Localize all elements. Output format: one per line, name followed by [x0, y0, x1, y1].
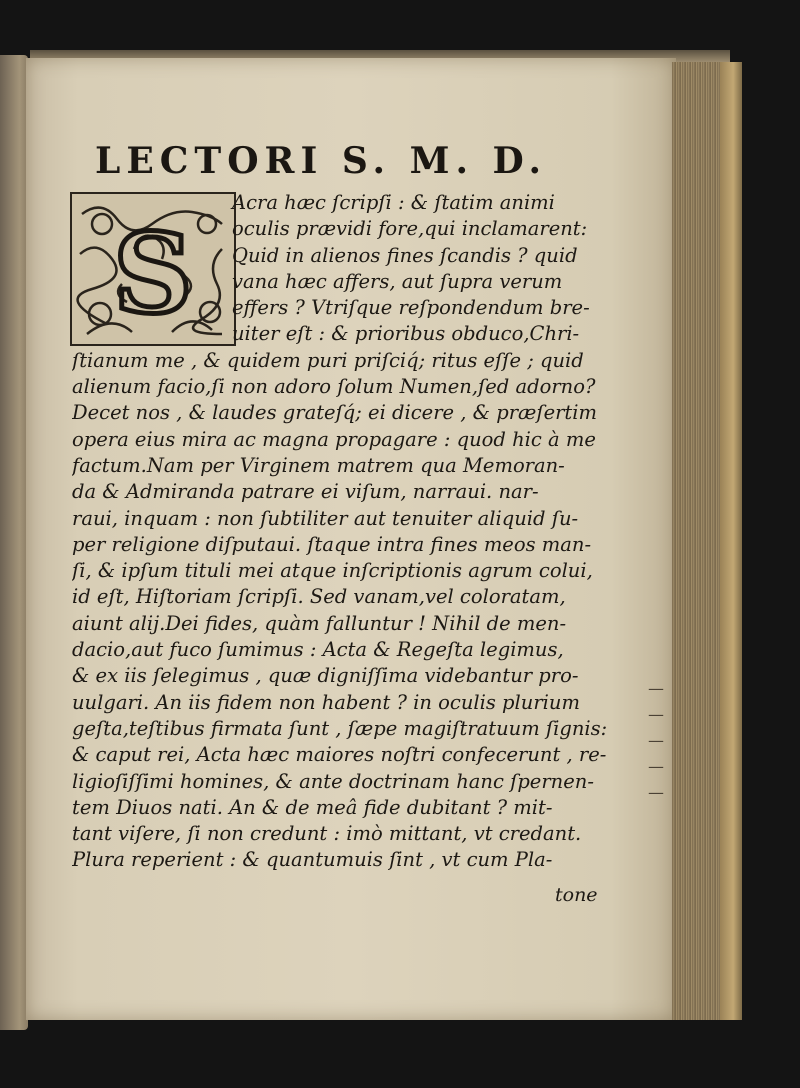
- text-line: alienum facio,ſi non adoro ſolum Numen,ſed adorno?: [72, 375, 596, 399]
- text-line: ſi, & ipſum tituli mei atque inſcriptionis agrum colui,: [72, 559, 593, 583]
- text-line: Acra hæc ſcripſi : & ſtatim animi: [232, 191, 555, 214]
- text-line: dacio,aut fuco ſumimus : Acta & Regeſta legimus,: [72, 638, 564, 662]
- initial-letter: S: [113, 209, 193, 338]
- text-line: da & Admiranda patrare ei viſum, narraui. nar-: [72, 480, 539, 504]
- text-line: oculis prævidi fore,qui inclamarent:: [232, 217, 588, 241]
- text-line: aiunt alij.Dei fides, quàm falluntur ! Nihil de men-: [72, 611, 567, 635]
- margin-mark: —: [648, 783, 664, 802]
- text-line: raui, inquam : non ſubtiliter aut tenuiter aliquid ſu-: [72, 506, 579, 530]
- book-cover-edge: [720, 62, 742, 1020]
- page-block-edges: [672, 62, 722, 1020]
- text-line: tem Diuos nati. An & de meâ fide dubitant ? mit-: [72, 795, 553, 819]
- margin-mark: —: [648, 731, 664, 750]
- text-line: tant viſere, ſi non credunt : imò mittant, vt credant.: [72, 822, 582, 846]
- margin-marks: [648, 676, 668, 806]
- text-line: vana hæc affers, aut ſupra verum: [232, 269, 563, 293]
- margin-mark: —: [648, 705, 664, 724]
- text-line: id eſt, Hiſtoriam ſcripſi. Sed vanam,vel coloratam,: [72, 585, 566, 609]
- text-line: ſtianum me , & quidem puri priſciq́; ritus eſſe ; quid: [72, 348, 584, 372]
- body-text: [72, 190, 632, 874]
- text-line: factum.Nam per Virginem matrem qua Memoran-: [72, 453, 565, 477]
- text-line: Decet nos , & laudes grateſq́; ei dicere , & præſertim: [72, 401, 597, 425]
- margin-mark: —: [648, 679, 664, 698]
- text-line: ligioſiſſimi homines, & ante doctrinam hanc ſpernen-: [72, 769, 594, 793]
- text-line: & ex iis ſelegimus , quæ digniſſima videbantur pro-: [72, 664, 579, 688]
- text-line: Plura reperient : & quantumuis ſint , vt cum Pla-: [72, 848, 553, 872]
- text-line: & caput rei, Acta hæc maiores noſtri confecerunt , re-: [72, 743, 607, 767]
- text-line: opera eius mira ac magna propagare : quod hic à me: [72, 427, 596, 451]
- text-line: uiter eſt : & prioribus obduco,Chri-: [232, 322, 580, 346]
- text-line: uulgari. An iis fidem non habent ? in oculis plurium: [72, 690, 580, 714]
- text-line: Quid in alienos fines ſcandis ? quid: [232, 243, 578, 267]
- margin-mark: —: [648, 757, 664, 776]
- text-line: effers ? Vtriſque reſpondendum bre-: [232, 296, 590, 320]
- text-line: per religione diſputaui. ſtaque intra fines meos man-: [72, 532, 592, 556]
- facing-page-edge: [0, 55, 28, 1030]
- text-line: geſta,teſtibus firmata ſunt , ſæpe magiſtratuum ſignis:: [72, 716, 608, 740]
- page-title: LECTORI S. M. D.: [95, 140, 548, 182]
- catchword: tone: [555, 884, 598, 906]
